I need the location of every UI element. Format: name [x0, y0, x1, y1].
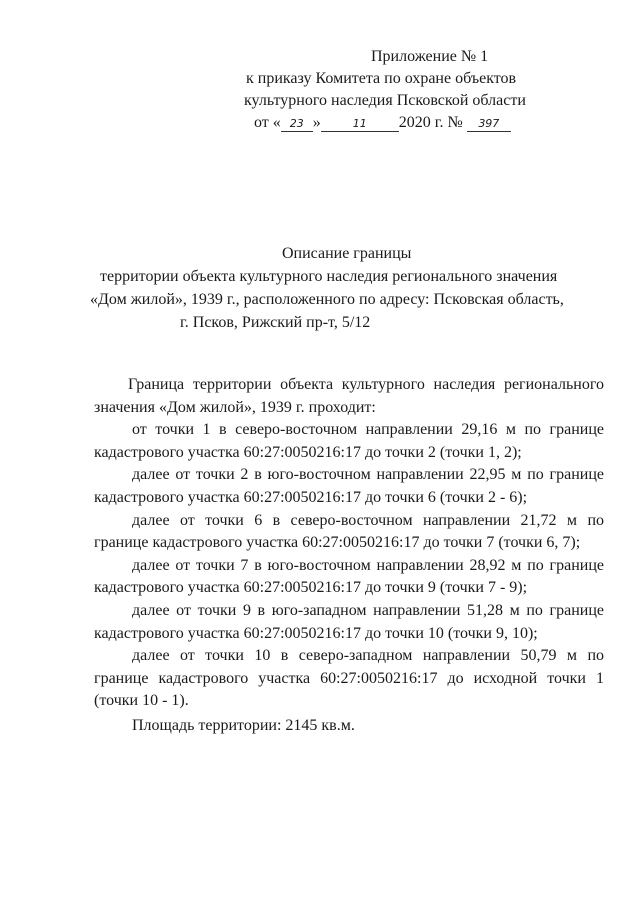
- date-day-handwritten: 23: [281, 117, 313, 132]
- date-prefix: от «: [254, 114, 281, 131]
- document-title: [70, 242, 600, 334]
- appendix-committee-line: культурного наследия Псковской области: [244, 92, 526, 109]
- date-year: 2020 г. №: [398, 114, 463, 131]
- boundary-segment: далее от точки 6 в северо-восточном направлении 21,72 м по границе кадастрового участка 60:27:0050216:17 до точки 7 (точки 6, 7);: [94, 511, 604, 552]
- appendix-order-line: к приказу Комитета по охране объектов: [246, 70, 517, 87]
- order-number-handwritten: 397: [467, 117, 511, 132]
- territory-area: Площадь территории: 2145 кв.м.: [132, 716, 355, 734]
- boundary-segment: далее от точки 9 в юго-западном направлении 51,28 м по границе кадастрового участка 60:27:0050216:17 до точки 10 (точки 9, 10);: [94, 601, 604, 642]
- boundary-segment: далее от точки 7 в юго-восточном направлении 28,92 м по границе кадастрового участка 60:27:0050216:17 до точки 9 (точки 7 - 9);: [94, 556, 604, 597]
- title-line-3: «Дом жилой», 1939 г., расположенного по адресу: Псковская область,: [90, 291, 564, 308]
- appendix-header: [238, 46, 598, 134]
- title-line-1: Описание границы: [282, 245, 412, 262]
- boundary-segment: далее от точки 10 в северо-западном направлении 50,79 м по границе кадастрового участка 60:27:0050216:17 до исходной точки 1 (точки 10 - 1).: [94, 647, 604, 710]
- appendix-date-line: [238, 112, 598, 134]
- title-line-2: территории объекта культурного наследия регионального значения: [100, 268, 558, 285]
- intro-paragraph: Граница территории объекта культурного наследия регионального значения «Дом жилой», 1939 г. проходит:: [94, 376, 604, 416]
- document-body: [94, 374, 604, 738]
- appendix-title: Приложение № 1: [371, 48, 489, 65]
- boundary-segment: далее от точки 2 в юго-восточном направлении 22,95 м по границе кадастрового участка 60:27:0050216:17 до точки 6 (точки 2 - 6);: [94, 466, 604, 506]
- title-line-4: г. Псков, Рижский пр-т, 5/12: [180, 314, 371, 331]
- date-mid: »: [312, 114, 321, 131]
- date-month-handwritten: 11: [321, 117, 399, 132]
- boundary-segment: от точки 1 в северо-восточном направлении 29,16 м по границе кадастрового участка 60:27:0050216:17 до точки 2 (точки 1, 2);: [94, 421, 604, 461]
